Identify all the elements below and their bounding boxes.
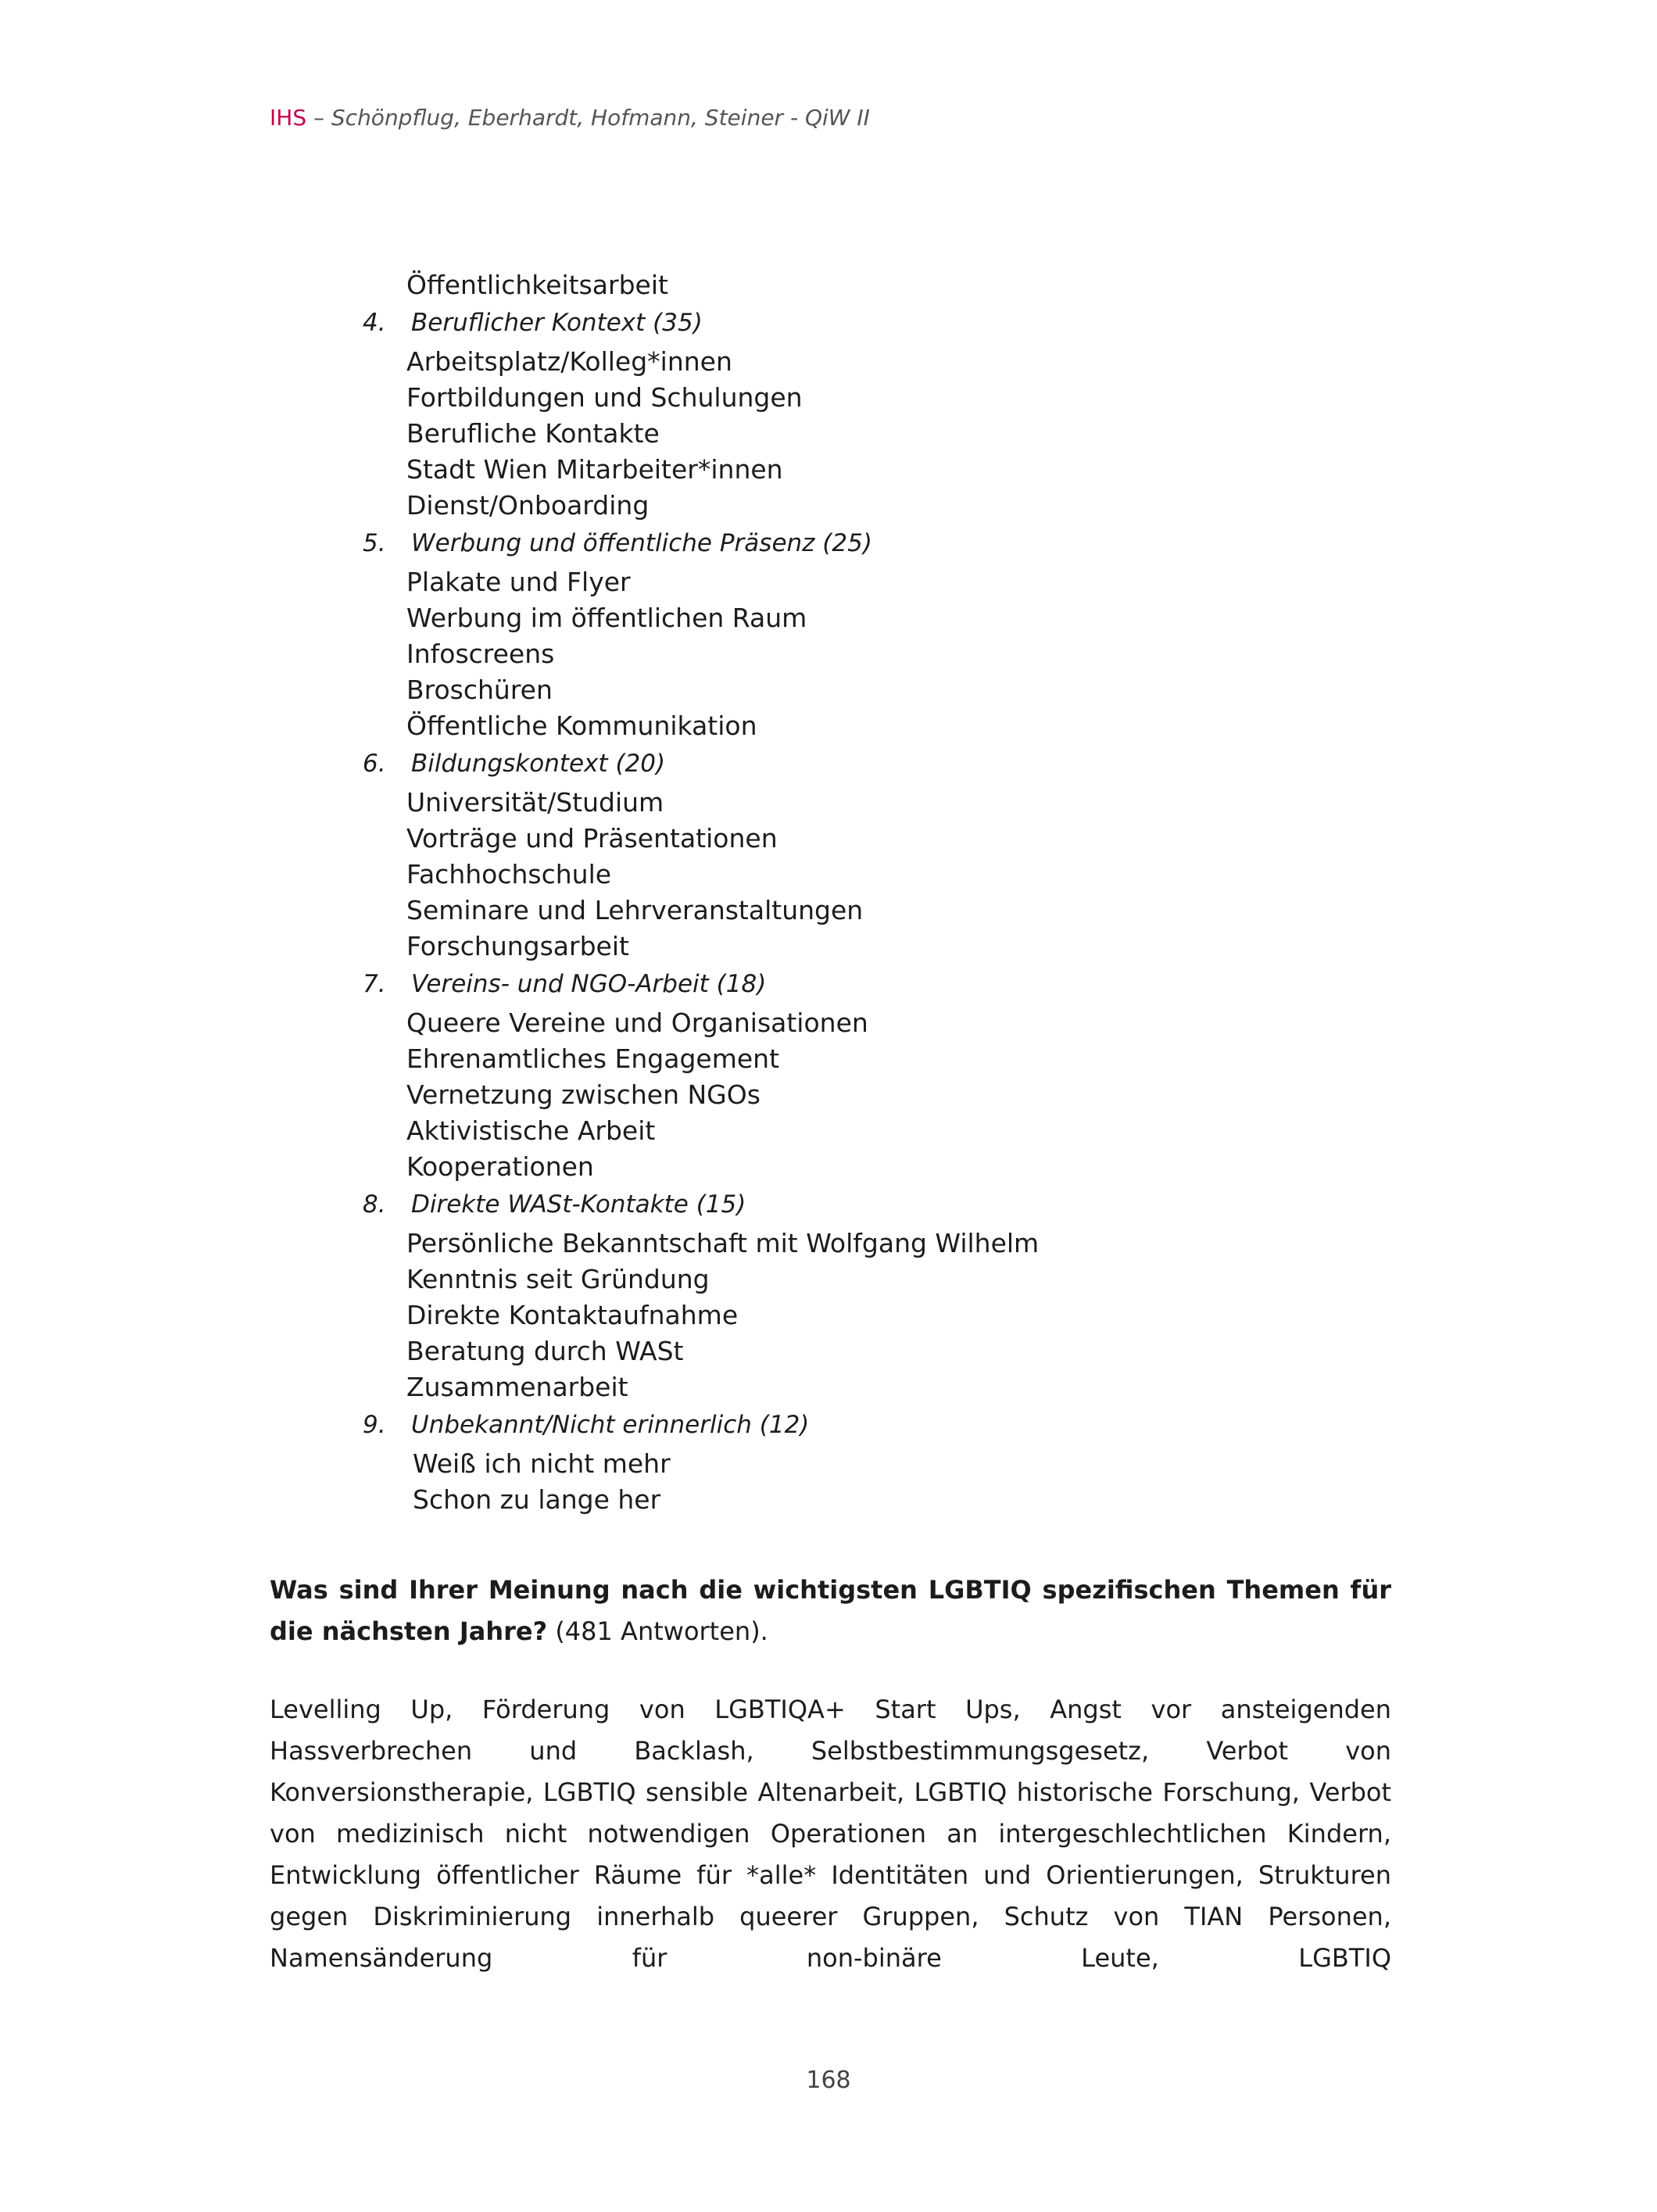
list-item: Weiß ich nicht mehr (413, 1448, 671, 1479)
survey-question (270, 1570, 1391, 1652)
list-item: Vorträge und Präsentationen (406, 823, 778, 854)
running-header (270, 100, 870, 136)
header-org: IHS (270, 105, 307, 131)
list-item: Arbeitsplatz/Kolleg*innen (406, 346, 732, 377)
list-item: Fachhochschule (406, 859, 612, 889)
list-item: Queere Vereine und Organisationen (406, 1008, 868, 1038)
category-label: Vereins- und NGO-Arbeit (18) (411, 970, 767, 998)
category-heading (0, 745, 1563, 782)
category-list (0, 267, 1563, 1518)
list-item: Stadt Wien Mitarbeiter*innen (406, 454, 783, 485)
list-item: Schon zu lange her (413, 1484, 661, 1515)
category-heading (0, 1406, 1563, 1444)
category-label: Werbung und öffentliche Präsenz (25) (411, 529, 872, 557)
list-item: Kooperationen (406, 1151, 594, 1182)
list-item: Forschungsarbeit (406, 931, 629, 961)
category-heading (0, 304, 1563, 342)
list-item: Direkte Kontaktaufnahme (406, 1300, 739, 1330)
category-number: 9. (363, 1411, 386, 1439)
list-item: Ehrenamtliches Engagement (406, 1043, 780, 1074)
list-item: Broschüren (406, 675, 553, 705)
category-heading (0, 1186, 1563, 1223)
header-authors: – Schönpflug, Eberhardt, Hofmann, Steiner - QiW II (306, 105, 870, 131)
category-label: Bildungskontext (20) (411, 750, 666, 778)
category-heading (0, 524, 1563, 562)
list-item: Universität/Studium (406, 787, 664, 818)
category-label: Unbekannt/Nicht erinnerlich (12) (411, 1411, 810, 1439)
category-number: 7. (363, 970, 386, 998)
answer-count: (481 Antworten). (547, 1616, 768, 1646)
list-item: Kenntnis seit Gründung (406, 1264, 710, 1294)
list-item: Beratung durch WASt (406, 1336, 684, 1366)
list-item: Zusammenarbeit (406, 1372, 628, 1402)
category-label: Beruflicher Kontext (35) (411, 309, 703, 337)
category-number: 4. (363, 309, 386, 337)
list-item: Vernetzung zwischen NGOs (406, 1079, 761, 1110)
category-heading (0, 965, 1563, 1003)
list-item: Werbung im öffentlichen Raum (406, 603, 807, 633)
list-item: Plakate und Flyer (406, 567, 631, 597)
category-number: 6. (363, 750, 386, 778)
category-number: 5. (363, 529, 386, 557)
list-item: Persönliche Bekanntschaft mit Wolfgang Wilhelm (406, 1228, 1040, 1258)
answers-paragraph: Levelling Up, Förderung von LGBTIQA+ Start Ups, Angst vor ansteigenden Hassverbrechen und Backlash, Selbstbestimmungsgesetz, Verbot von Konversionstherapie, LGBTIQ sensible Altenarbeit, LGBTIQ historische Forschung, Verbot von medizinisch nicht notwendigen Operationen an intergeschlechtlichen Kindern, Entwicklung öffentlicher Räume für *alle* Identitäten und Orientierungen, Strukturen gegen Diskriminierung innerhalb queerer Gruppen, Schutz von TIAN Personen, Namensänderung für non-binäre Leute, LGBTIQ (270, 1695, 1391, 1973)
list-item: Öffentlichkeitsarbeit (406, 270, 668, 300)
question-text: Was sind Ihrer Meinung nach die wichtigsten LGBTIQ spezifischen Themen für die nächsten Jahre? (270, 1575, 1391, 1646)
list-item: Berufliche Kontakte (406, 418, 660, 449)
page-number: 168 (806, 2067, 851, 2094)
category-label: Direkte WASt-Kontakte (15) (411, 1190, 746, 1219)
list-item: Seminare und Lehrveranstaltungen (406, 895, 864, 925)
list-item: Infoscreens (406, 639, 555, 669)
list-item: Fortbildungen und Schulungen (406, 382, 803, 413)
list-item: Dienst/Onboarding (406, 490, 650, 521)
list-item: Aktivistische Arbeit (406, 1115, 656, 1146)
list-item: Öffentliche Kommunikation (406, 710, 757, 741)
category-number: 8. (363, 1190, 386, 1219)
